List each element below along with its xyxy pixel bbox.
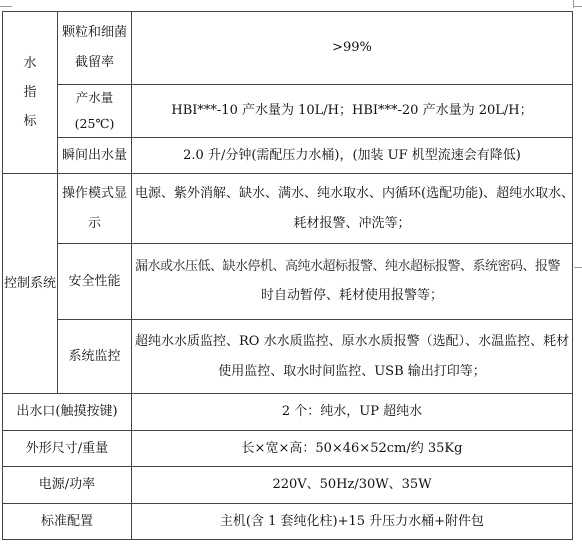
table-row (3, 504, 573, 540)
water-group-cell (3, 12, 58, 174)
outlet-label: 出水口(触摸按键) (3, 394, 132, 431)
margin-mark-top-right (573, 6, 582, 7)
size-value: 长×宽×高：50×46×52cm/约 35Kg (132, 431, 573, 467)
table-row (3, 320, 573, 394)
particle-label: 截留率 (74, 55, 114, 70)
outlet-value: 2 个：纯水，UP 超纯水 (132, 394, 573, 431)
instant-value: 2.0 升/分钟(需配压力水桶)，(加装 UF 机型流速会有降低) (132, 138, 573, 174)
margin-mark-vertical (573, 0, 574, 8)
mode-value-cell (132, 174, 573, 244)
safety-value-cell (132, 244, 573, 320)
spec-table (2, 11, 573, 540)
size-label: 外形尺寸/重量 (3, 431, 132, 467)
output-value: HBI***-10 产水量为 10L/H；HBI***-20 产水量为 20L/H； (132, 85, 573, 138)
mode-label-cell (58, 174, 132, 244)
control-group: 控制系统 (3, 174, 58, 394)
power-label: 电源/功率 (3, 467, 132, 504)
table-row (3, 174, 573, 244)
mode-label: 示 (87, 215, 101, 231)
monitor-value: 超纯水水质监控、RO 水水质监控、原水水质报警（选配）、水温监控、耗材 (135, 333, 570, 349)
particle-value: >99% (132, 12, 573, 85)
water-group-char: 标 (23, 114, 37, 129)
mode-value: 电源、紫外消解、缺水、满水、纯水取水、内循环(选配功能)、超纯水取水、 (135, 185, 575, 201)
output-label: 产水量(25℃) (58, 85, 132, 138)
instant-label: 瞬间出水量 (58, 138, 132, 174)
particle-label: 颗粒和细菌 (61, 25, 127, 40)
safety-value: 漏水或水压低、缺水停机、高纯水超标报警、纯水超标报警、系统密码、报警 (135, 258, 561, 274)
config-value: 主机(含 1 套纯化柱)+15 升压力水桶+附件包 (132, 504, 573, 540)
config-label: 标准配置 (3, 504, 132, 540)
water-group-char: 水 (23, 56, 37, 71)
table-row (3, 394, 573, 431)
margin-mark-top-left (0, 6, 12, 7)
monitor-value: 使用监控、取水时间监控、USB 输出打印等； (218, 363, 486, 379)
table-row (3, 138, 573, 174)
safety-value: 时自动暂停、耗材使用报警等； (260, 287, 443, 303)
table-row (3, 431, 573, 467)
table-row (3, 467, 573, 504)
mode-label: 操作模式显 (61, 185, 127, 201)
margin-mark-right (574, 267, 582, 268)
monitor-label: 系统监控 (58, 320, 132, 394)
power-value: 220V、50Hz/30W、35W (132, 467, 573, 504)
mode-value: 耗材报警、冲洗等； (293, 215, 411, 231)
safety-label: 安全性能 (58, 244, 132, 320)
table-row (3, 244, 573, 320)
monitor-value-cell (132, 320, 573, 394)
table-row (3, 12, 573, 85)
table-row (3, 85, 573, 138)
water-group-char: 指 (23, 85, 37, 100)
particle-label-cell (58, 12, 132, 85)
